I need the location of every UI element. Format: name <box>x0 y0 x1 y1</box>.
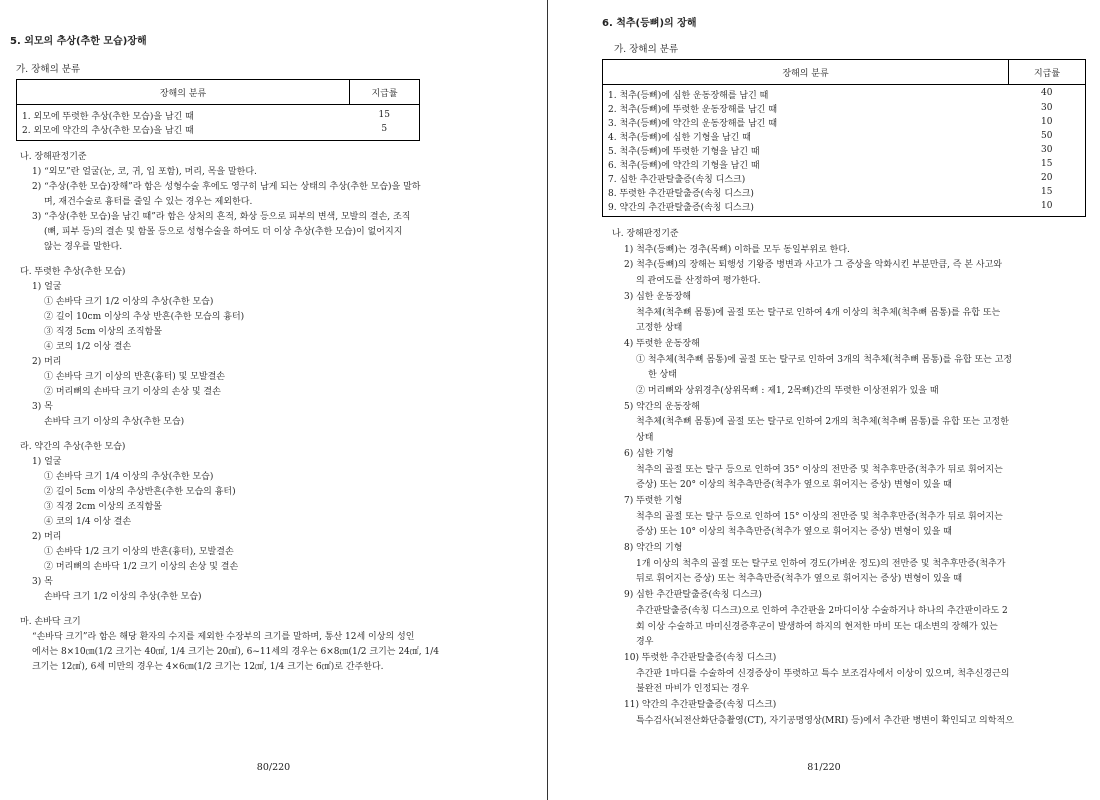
page-number: 80/220 <box>256 762 291 773</box>
list-item: ① 손바닥 크기 1/2 이상의 추상(추한 모습) <box>44 297 214 307</box>
text-line: 척추체(척추뼈 몸통)에 골절 또는 탈구로 인하여 2개의 척추체(척추뼈 몸통)를 유합 또는 고정한 <box>636 417 1009 428</box>
text-line: 추간판 1마디를 수술하여 신경증상이 뚜렷하고 특수 보조검사에서 이상이 있으며, 척추신경근의 <box>636 668 1010 679</box>
table-cell: 15 <box>378 110 390 120</box>
table-header: 지급률 <box>350 80 420 105</box>
text-line: 3) 목 <box>32 402 53 412</box>
table-row <box>17 122 420 141</box>
text-line: 1개 이상의 척추의 골절 또는 탈구로 인하여 경도(가벼운 정도)의 전만증 및 척추후만증(척추가 <box>636 558 1006 569</box>
table-row <box>603 85 1086 102</box>
text-line: 2) 머리 <box>32 532 62 542</box>
text-line: 2) “추상(추한 모습)장해”라 함은 성형수술 후에도 영구히 남게 되는 상태의 추상(추한 모습)을 말하 <box>32 182 421 192</box>
page-number: 81/220 <box>807 762 841 773</box>
list-item: ① 척추체(척추뼈 몸통)에 골절 또는 탈구로 인하여 3개의 척추체(척추뼈 몸통)를 유합 또는 고정 <box>636 354 1013 365</box>
table-row <box>603 199 1086 217</box>
table-row <box>603 129 1086 143</box>
subsection-heading: 다. 뚜렷한 추상(추한 모습) <box>20 267 126 277</box>
text-line: 11) 약간의 추간판탈출증(속칭 디스크) <box>624 700 777 711</box>
table-row <box>603 171 1086 185</box>
text-line: 상태 <box>636 433 654 444</box>
text-line: 않는 경우를 말한다. <box>44 242 123 252</box>
list-item: ① 손바닥 크기 1/4 이상의 추상(추한 모습) <box>44 472 214 482</box>
disability-table <box>602 59 1086 217</box>
text-line: 손바닥 크기 1/2 이상의 추상(추한 모습) <box>44 592 202 602</box>
table-cell: 5 <box>381 124 388 134</box>
text-line: 에서는 8×10㎝(1/2 크기는 40㎠, 1/4 크기는 20㎠), 6~11세의 경우는 6×8㎝(1/2 크기는 24㎠, 1/4 <box>32 647 439 657</box>
text-line: 8) 약간의 기형 <box>624 543 683 554</box>
subsection-heading: 나. 장해판정기준 <box>612 229 679 239</box>
table-row <box>603 101 1086 115</box>
table-cell: 2. 외모에 약간의 추상(추한 모습)을 남긴 때 <box>22 125 194 136</box>
table-header: 장해의 분류 <box>17 80 350 105</box>
table-cell: 1. 외모에 뚜렷한 추상(추한 모습)을 남긴 때 <box>22 111 194 122</box>
subsection-heading: 라. 약간의 추상(추한 모습) <box>20 442 126 452</box>
table-header: 장해의 분류 <box>603 60 1009 85</box>
text-line: 10) 뚜렷한 추간판탈출증(속칭 디스크) <box>624 652 777 663</box>
text-line: “손바닥 크기”라 함은 해당 환자의 수지를 제외한 수장부의 크기를 말하며, 통산 12세 이상의 성인 <box>32 632 415 642</box>
right-page <box>548 0 1100 800</box>
subsection-heading: 가. 장해의 분류 <box>614 44 679 55</box>
text-line: 3) 목 <box>32 577 53 587</box>
text-line: 손바닥 크기 이상의 추상(추한 모습) <box>44 417 185 427</box>
list-item: ② 길이 10cm 이상의 추상 반흔(추한 모습의 흉터) <box>44 312 245 322</box>
list-item: ② 머리뼈의 손바닥 1/2 크기 이상의 손상 및 결손 <box>44 562 239 572</box>
text-line: 1) 얼굴 <box>32 457 62 467</box>
table-cell: 8. 뚜렷한 추간판탈출증(속칭 디스크) <box>608 188 754 199</box>
table-cell: 20 <box>1041 173 1053 183</box>
text-line: 고정한 상태 <box>636 323 683 334</box>
section-title: 5. 외모의 추상(추한 모습)장해 <box>10 36 147 47</box>
disability-table <box>16 79 420 141</box>
table-cell: 30 <box>1041 145 1053 155</box>
table-cell: 1. 척추(등뼈)에 심한 운동장해를 남긴 때 <box>608 90 769 101</box>
table-body <box>603 85 1086 217</box>
table-row <box>17 105 420 123</box>
subsection-heading: 나. 장해판정기준 <box>20 152 87 162</box>
text-line: 7) 뚜렷한 기형 <box>624 495 683 506</box>
text-line: 추간판탈출증(속칭 디스크)으로 인하여 추간판을 2마디이상 수술하거나 하나의 추간판이라도 2 <box>636 605 1008 616</box>
text-line: 4) 뚜렷한 운동장해 <box>624 338 700 349</box>
text-line: 5) 약간의 운동장해 <box>624 401 700 412</box>
text-line: 9) 심한 추간판탈출증(속칭 디스크) <box>624 590 762 601</box>
table-cell: 9. 약간의 추간판탈출증(속칭 디스크) <box>608 202 754 213</box>
text-line: 6) 심한 기형 <box>624 448 674 459</box>
left-page <box>0 0 547 800</box>
text-line: 2) 머리 <box>32 357 62 367</box>
text-line: 불완전 마비가 인정되는 경우 <box>636 684 749 695</box>
text-line: 특수검사(뇌전산화단층촬영(CT), 자기공명영상(MRI) 등)에서 추간판 병변이 확인되고 의학적으 <box>636 715 1014 726</box>
table-cell: 50 <box>1041 131 1053 141</box>
section-title: 6. 척추(등뼈)의 장해 <box>602 18 697 29</box>
table-row <box>603 115 1086 129</box>
table-cell: 6. 척추(등뼈)에 약간의 기형을 남긴 때 <box>608 160 760 171</box>
table-cell: 15 <box>1041 187 1053 197</box>
text-line: 척추의 골절 또는 탈구 등으로 인하여 35° 이상의 전만증 및 척추후만증(척추가 뒤로 휘어지는 <box>636 464 1003 475</box>
table-cell: 4. 척추(등뼈)에 심한 기형을 남긴 때 <box>608 132 751 143</box>
text-line: 3) “추상(추한 모습)을 남긴 때”라 함은 상처의 흔적, 화상 등으로 피부의 변색, 모발의 결손, 조직 <box>32 212 411 222</box>
table-row <box>603 143 1086 157</box>
text-line: 2) 척추(등뼈)의 장해는 퇴행성 기왕증 병변과 사고가 그 증상을 악화시킨 부분만큼, 즉 본 사고와 <box>624 260 1002 271</box>
list-item: ① 손바닥 1/2 크기 이상의 반흔(흉터), 모발결손 <box>44 547 234 557</box>
list-item: ④ 코의 1/2 이상 결손 <box>44 342 132 352</box>
table-cell: 3. 척추(등뼈)에 약간의 운동장해를 남긴 때 <box>608 118 778 129</box>
subsection-heading: 마. 손바닥 크기 <box>20 617 81 627</box>
table-cell: 15 <box>1041 159 1053 169</box>
list-item: ② 머리뼈와 상위경추(상위목뼈 : 제1, 2목뼈)간의 뚜렷한 이상전위가 있을 때 <box>636 386 939 397</box>
list-item: ② 머리뼈의 손바닥 크기 이상의 손상 및 결손 <box>44 387 221 397</box>
text-line: 1) “외모”란 얼굴(눈, 코, 귀, 입 포함), 머리, 목을 말한다. <box>32 167 257 177</box>
table-cell: 30 <box>1041 103 1053 113</box>
text-line: 회 이상 수술하고 마미신경증후군이 발생하여 하지의 현저한 마비 또는 대소변의 장해가 있는 <box>636 621 998 632</box>
table-cell: 10 <box>1041 201 1053 211</box>
text-line: 3) 심한 운동장해 <box>624 291 692 302</box>
text-line: 증상) 또는 10° 이상의 척추측만증(척추가 옆으로 휘어지는 증상) 변형이 있을 때 <box>636 527 952 538</box>
text-line: 한 상태 <box>648 370 677 381</box>
list-item: ④ 코의 1/4 이상 결손 <box>44 517 132 527</box>
text-line: 1) 얼굴 <box>32 282 62 292</box>
list-item: ③ 직경 5cm 이상의 조직함몰 <box>44 327 162 337</box>
text-line: 크기는 12㎠), 6세 미만의 경우는 4×6㎝(1/2 크기는 12㎠, 1/4 크기는 6㎠)로 간주한다. <box>32 662 384 672</box>
text-line: 며, 재건수술로 흉터를 줄일 수 있는 경우는 제외한다. <box>44 197 253 207</box>
list-item: ② 길이 5cm 이상의 추상반흔(추한 모습의 흉터) <box>44 487 236 497</box>
text-line: 1) 척추(등뼈)는 경추(목뼈) 이하를 모두 동일부위로 한다. <box>624 244 850 255</box>
table-row <box>603 157 1086 171</box>
text-line: 경우 <box>636 637 654 648</box>
list-item: ① 손바닥 크기 이상의 반흔(흉터) 및 모발결손 <box>44 372 225 382</box>
text-line: 증상) 또는 20° 이상의 척추측만증(척추가 옆으로 휘어지는 증상) 변형이 있을 때 <box>636 480 952 491</box>
table-header: 지급률 <box>1009 60 1086 85</box>
subsection-heading: 가. 장해의 분류 <box>16 64 81 75</box>
table-cell: 2. 척추(등뼈)에 뚜렷한 운동장해를 남긴 때 <box>608 104 778 115</box>
table-row <box>603 185 1086 199</box>
table-cell: 40 <box>1041 88 1053 98</box>
table-cell: 7. 심한 추간판탈출증(속칭 디스크) <box>608 174 746 185</box>
text-line: 척추의 골절 또는 탈구 등으로 인하여 15° 이상의 전만증 및 척추후만증(척추가 뒤로 휘어지는 <box>636 511 1003 522</box>
table-cell: 10 <box>1041 117 1053 127</box>
list-item: ③ 직경 2cm 이상의 조직함몰 <box>44 502 162 512</box>
text-line: 의 관여도를 산정하여 평가한다. <box>636 276 761 287</box>
text-line: 척추체(척추뼈 몸통)에 골절 또는 탈구로 인하여 4개 이상의 척추체(척추뼈 몸통)를 유합 또는 <box>636 307 1001 318</box>
text-line: (뼈, 피부 등)의 결손 및 함몰 등으로 성형수술을 하여도 더 이상 추상(추한 모습)이 없어지지 <box>44 227 403 237</box>
table-cell: 5. 척추(등뼈)에 뚜렷한 기형을 남긴 때 <box>608 146 760 157</box>
text-line: 뒤로 휘어지는 증상) 또는 척추측만증(척추가 옆으로 휘어지는 증상) 변형이 있을 때 <box>636 574 963 585</box>
